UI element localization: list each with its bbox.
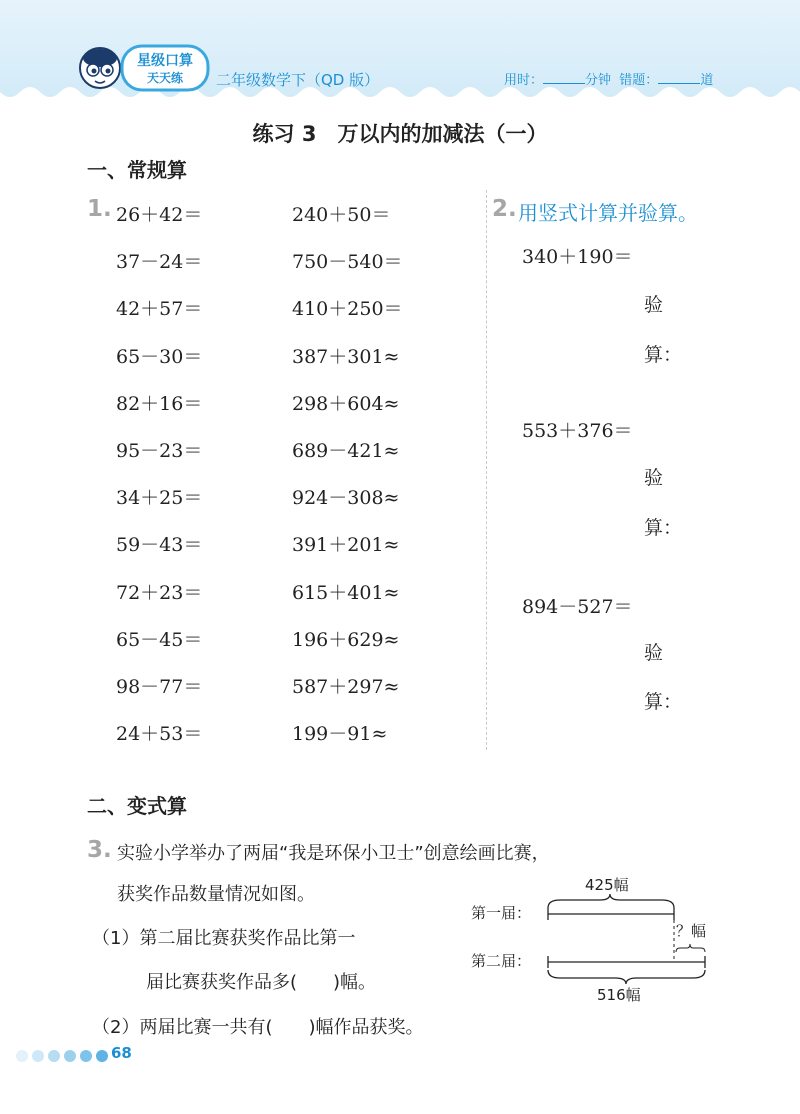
q1-right-equation-3: 410＋250＝ [292,298,403,320]
q3-text-line-1: 实验小学举办了两届“我是环保小卫士”创意绘画比赛， [117,843,550,864]
q1-right-equation-1: 240＋50＝ [292,204,391,226]
count-unit-label: 道 [700,73,714,88]
line-segment-diagram [530,890,720,990]
page-header [0,0,800,100]
errors-label: 错题： [619,73,659,88]
q1-left-equation-12: 24＋53＝ [116,723,203,745]
q1-left-equation-1: 26＋42＝ [116,204,203,226]
q1-right-equation-10: 196＋629≈ [292,629,400,651]
time-label: 用时： [504,73,544,88]
q1-left-equation-11: 98－77＝ [116,676,203,698]
q1-left-equation-4: 65－30＝ [116,346,203,368]
question-number-2: 2. [492,196,517,222]
q2-title: 用竖式计算并验算。 [518,201,698,225]
q1-left-equation-10: 65－45＝ [116,629,203,651]
time-blank[interactable] [543,71,585,84]
question-number-1: 1. [87,196,112,222]
q2-check-label-2a: 验 [644,467,664,489]
diagram-difference-value: ？幅 [676,922,707,940]
question-number-3: 3. [87,837,112,863]
exercise-title: 练习 3 万以内的加减法（一） [252,122,548,146]
q1-left-equation-5: 82＋16＝ [116,393,203,415]
section-heading-regular: 一、常规算 [87,158,187,182]
q1-left-equation-6: 95－23＝ [116,440,203,462]
q1-left-equation-8: 59－43＝ [116,534,203,556]
q1-right-equation-12: 199－91≈ [292,723,388,745]
top-brace [548,894,674,908]
diagram-row-label-1: 第一届： [471,904,532,922]
q1-left-equation-9: 72＋23＝ [116,582,203,604]
q1-right-equation-9: 615＋401≈ [292,582,400,604]
q1-right-equation-4: 387＋301≈ [292,346,400,368]
q3-sub1-line-1: （1）第二届比赛获奖作品比第一 [92,928,356,949]
q1-right-equation-11: 587＋297≈ [292,676,400,698]
book-title: 二年级数学下（QD 版） [216,71,380,89]
q1-right-equation-5: 298＋604≈ [292,393,400,415]
mascot-logo [78,38,214,100]
diagram-bottom-value: 516幅 [597,986,641,1004]
diagram-top-value: 425幅 [585,876,629,894]
errors-blank[interactable] [658,71,700,84]
q2-check-label-2b: 算： [644,517,683,539]
second-session-segment [548,956,705,968]
q2-check-label-3b: 算： [644,691,683,713]
q2-problem-1: 340＋190＝ [522,246,633,268]
q2-problem-2: 553＋376＝ [522,420,633,442]
q3-sub2: （2）两届比赛一共有( )幅作品获奖。 [92,1017,424,1038]
minutes-label: 分钟 [585,73,612,88]
diagram-row-label-2: 第二届： [471,952,532,970]
q1-left-equation-2: 37－24＝ [116,251,203,273]
logo-text-top: 星级口算 [137,53,193,69]
first-session-segment [548,908,674,920]
q3-text-line-2: 获奖作品数量情况如图。 [117,884,315,905]
logo-text-bottom: 天天练 [146,71,184,85]
q2-check-label-3a: 验 [644,642,664,664]
section-heading-variant: 二、变式算 [87,794,187,818]
time-and-errors-field [504,69,713,88]
page-number: 68 [111,1044,132,1062]
q2-check-label-1a: 验 [644,294,664,316]
bottom-brace [548,970,705,984]
q1-left-equation-3: 42＋57＝ [116,298,203,320]
q1-right-equation-8: 391＋201≈ [292,534,400,556]
q1-right-equation-7: 924－308≈ [292,487,400,509]
q1-right-equation-2: 750－540＝ [292,251,403,273]
q1-right-equation-6: 689－421≈ [292,440,400,462]
q1-left-equation-7: 34＋25＝ [116,487,203,509]
q2-problem-3: 894－527＝ [522,596,633,618]
q2-check-label-1b: 算： [644,344,683,366]
difference-brace [676,944,705,952]
q3-sub1-line-2: 届比赛获奖作品多( )幅。 [146,972,377,993]
footer-dots-decoration [14,1046,110,1066]
column-divider [486,190,487,750]
